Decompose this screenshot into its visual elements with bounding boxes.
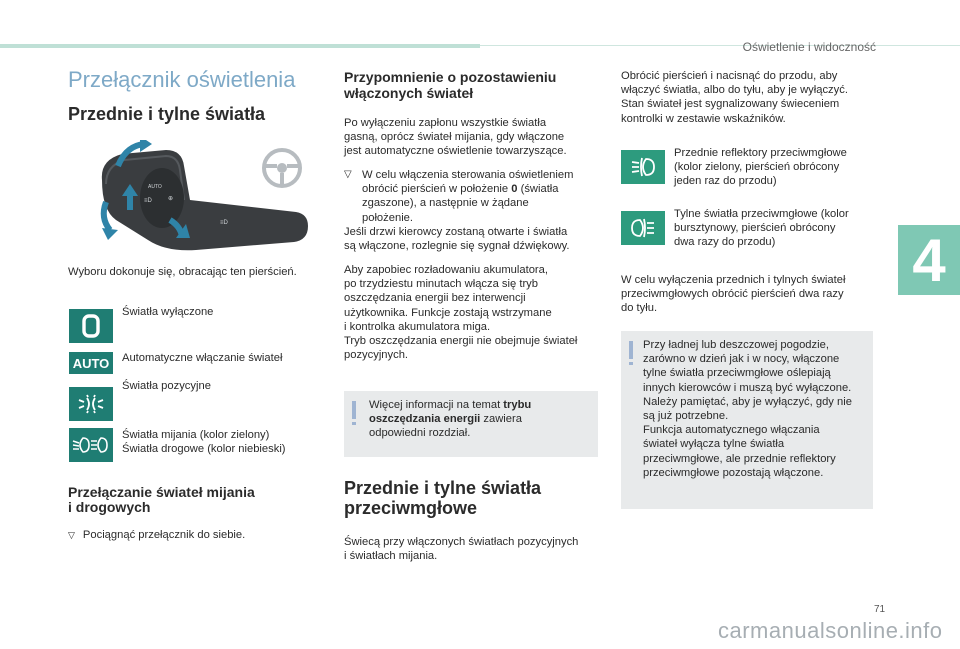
fog-heading-line1: Przednie i tylne światła [344,478,542,498]
switch-heading-line1: Przełączanie świateł mijania [68,484,255,500]
front-fog-label: Przednie reflektory przeciwmgłowe (kolor zielony, pierścień obrócony jeden raz do przodu) [674,147,847,188]
rear-fog-label: Tylne światła przeciwmgłowe (kolor bursztynowy, pierścień obrócony dwa razy do przodu) [674,208,849,249]
info-icon [629,341,633,359]
bullet-icon: ▽ [344,169,352,180]
auto-lights-icon: AUTO [69,352,113,374]
switch-bullet: ▽ Pociągnąć przełącznik do siebie. [68,529,246,541]
fog-paragraph: Świecą przy włączonych światłach pozycyjnych i światłach mijania. [344,536,579,563]
battery-paragraph: Aby zapobiec rozładowaniu akumulatora, po trzydziestu minutach włącza się tryb oszczędzania energii bez interwencji użytkownika. Funkcje zostają wstrzymane i kontrolka akumulatora miga. Tryb oszczędzania energii nie obejmuje świateł pozycyjnych. [344,264,578,362]
info-icon [352,401,356,419]
info-box-fog-warning: Przy ładnej lub deszczowej pogodzie, zarówno w dzień jak i w nocy, włączone tylne światła przeciwmgłowe oślepiają innych kierowców i muszą być wyłączone. Należy pamiętać, aby je wyłączyć, gdy nie są już potrzebne. Funkcja automatycznego włączania świateł wyłącza tylne światła przeciwmgłowe, ale przednie reflektory przeciwmgłowe pozostają włączone. [621,331,873,509]
info-box-energy: Więcej informacji na temat trybu oszczędzania energii zawiera odpowiedni rozdział. [344,391,598,457]
reminder-heading-line2: włączonych świateł [344,85,474,101]
section-heading: Przednie i tylne światła [68,104,266,124]
page-number: 71 [874,604,886,615]
svg-text:⊕: ⊕ [168,196,174,202]
fog-heading-line2: przeciwmgłowe [344,498,478,518]
item-auto-label: Automatyczne włączanie świateł [122,352,283,364]
bullet-icon: ▽ [68,530,75,540]
item-main-beam-label: Światła drogowe (kolor niebieski) [122,443,286,455]
fog-off-paragraph: W celu wyłączenia przednich i tylnych świateł przeciwmgłowych obrócić pierścień dwa razy do tyłu. [621,274,846,315]
chapter-tab: 4 [898,225,960,295]
lights-off-icon [69,309,113,343]
reminder-paragraph-2: Jeśli drzwi kierowcy zostaną otwarte i światła są włączone, rozlegnie się sygnał dźwiękowy. [344,226,570,253]
reminder-bullet: ▽ W celu włączenia sterowania oświetleniem obrócić pierścień w położenie 0 (światła zgaszone), a następnie w żądane położenie. [344,169,574,224]
reminder-heading-line1: Przypomnienie o pozostawieniu [344,69,557,85]
reminder-paragraph-1: Po wyłączeniu zapłonu wszystkie światła gasną, oprócz świateł mijania, gdy włączone jest automatyczne oświetlenie towarzyszące. [344,117,567,158]
front-fog-icon [621,150,665,184]
watermark: carmanualsonline.info [718,618,943,643]
svg-text:≡D: ≡D [220,220,228,226]
svg-text:AUTO: AUTO [148,184,162,190]
section-title: Oświetlenie i widoczność [742,40,876,54]
steering-wheel-icon [264,150,300,186]
position-lights-icon [69,387,113,421]
header-bar [0,44,480,48]
stalk-illustration [96,140,316,258]
switch-heading-line2: i drogowych [68,499,151,515]
fog-operation-paragraph: Obrócić pierścień i nacisnąć do przodu, aby włączyć światła, albo do tyłu, aby je wyłączyć. Stan świateł jest sygnalizowany świeceniem kontrolki w zestawie wskaźników. [621,70,848,125]
svg-text:≡D: ≡D [144,198,152,204]
ring-label: Wyboru dokonuje się, obracając ten pierścień. [68,266,297,278]
rear-fog-icon [621,211,665,245]
item-lights-off-label: Światła wyłączone [122,306,214,318]
header-line [480,45,960,46]
item-dipped-label: Światła mijania (kolor zielony) [122,429,270,441]
dipped-main-beam-icon [69,428,113,462]
item-position-label: Światła pozycyjne [122,380,211,392]
page-title: Przełącznik oświetlenia [68,67,296,92]
